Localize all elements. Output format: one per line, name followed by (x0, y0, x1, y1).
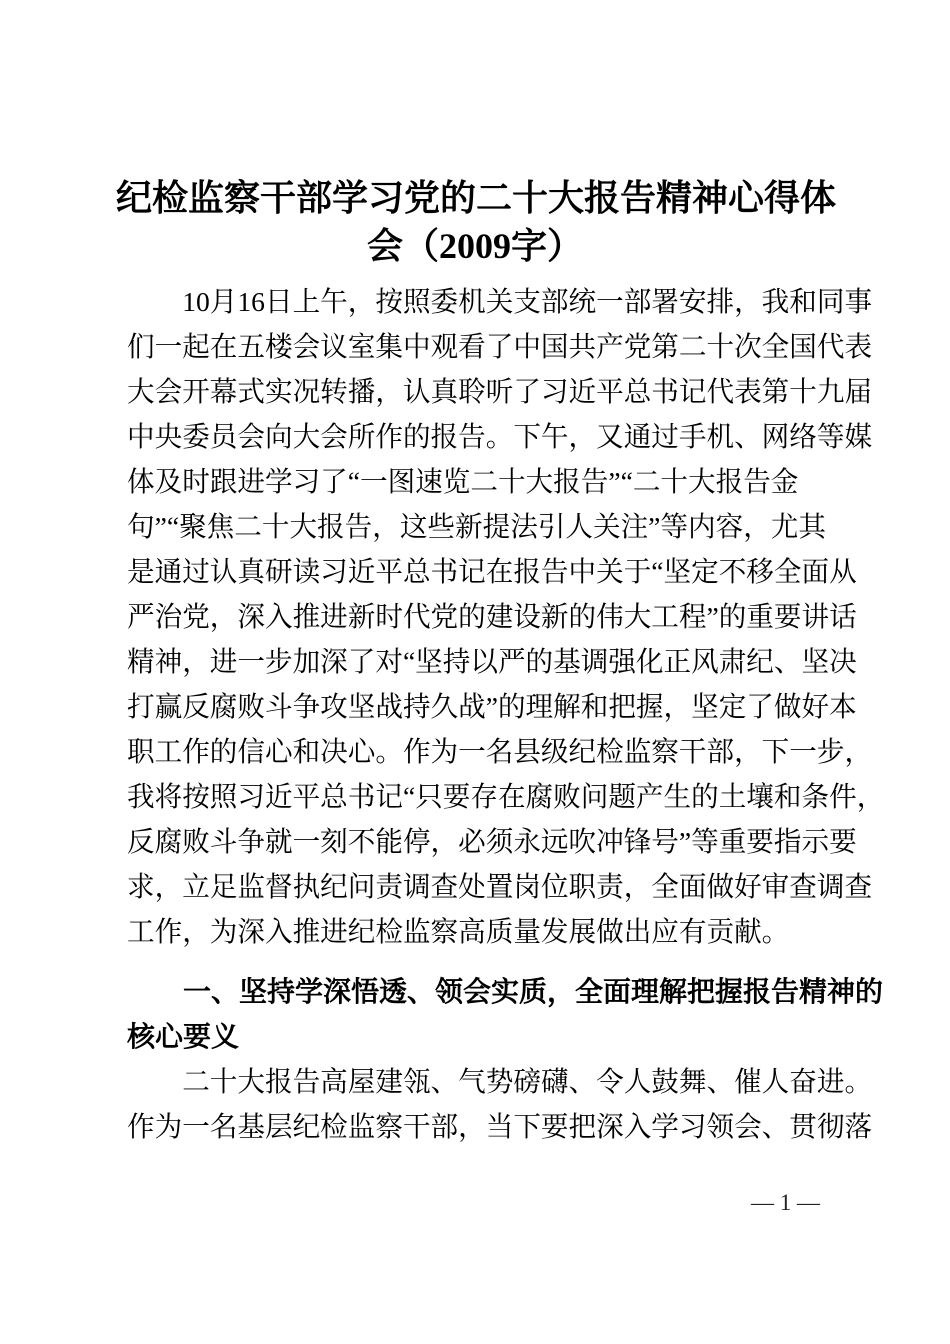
paragraph-line: 精神，进一步加深了对“坚持以严的基调强化正风肃纪、坚决 (127, 646, 857, 677)
page-number-text: — 1 — (751, 1190, 820, 1215)
paragraph-line: 中央委员会向大会所作的报告。下午，又通过手机、网络等媒 (127, 421, 873, 452)
page-number (751, 1188, 820, 1218)
paragraph-line: 打赢反腐败斗争攻坚战持久战”的理解和把握，坚定了做好本 (127, 691, 857, 722)
title-line: 纪检监察干部学习党的二十大报告精神心得体 (116, 178, 837, 218)
paragraph-line: 二十大报告高屋建瓴、气势磅礴、令人鼓舞、催人奋进。 (182, 1066, 873, 1097)
section-heading-1 (127, 969, 884, 1059)
paragraph-line: 求，立足监督执纪问责调查处置岗位职责，全面做好审查调查 (127, 871, 873, 902)
heading-line: 一、坚持学深悟透、领会实质，全面理解把握报告精神的 (183, 976, 884, 1007)
paragraph-line: 们一起在五楼会议室集中观看了中国共产党第二十次全国代表 (127, 331, 873, 362)
paragraph-line: 作为一名基层纪检监察干部，当下要把深入学习领会、贯彻落 (127, 1111, 873, 1142)
paragraph-line: 10月16日上午，按照委机关支部统一部署安排，我和同事 (182, 286, 873, 317)
section-paragraph (127, 1059, 873, 1149)
paragraph-line: 职工作的信心和决心。作为一名县级纪检监察干部，下一步， (127, 736, 873, 767)
paragraph-line: 反腐败斗争就一刻不能停，必须永远吹冲锋号”等重要指示要 (127, 826, 857, 857)
paragraph-line: 句”“聚焦二十大报告，这些新提法引人关注”等内容，尤其 (127, 511, 826, 542)
paragraph-line: 大会开幕式实况转播，认真聆听了习近平总书记代表第十九届 (127, 376, 873, 407)
opening-paragraph (127, 279, 885, 954)
paragraph-line: 工作，为深入推进纪检监察高质量发展做出应有贡献。 (127, 916, 790, 947)
paragraph-line: 我将按照习近平总书记“只要存在腐败问题产生的土壤和条件， (127, 781, 885, 812)
paragraph-line: 是通过认真研读习近平总书记在报告中关于“坚定不移全面从 (127, 556, 857, 587)
title-line: 会（2009字） (366, 226, 583, 266)
heading-line: 核心要义 (127, 1021, 240, 1052)
document-title (116, 174, 837, 270)
paragraph-line: 严治党，深入推进新时代党的建设新的伟大工程”的重要讲话 (127, 601, 857, 632)
paragraph-line: 体及时跟进学习了“一图速览二十大报告”“二十大报告金 (127, 466, 799, 497)
